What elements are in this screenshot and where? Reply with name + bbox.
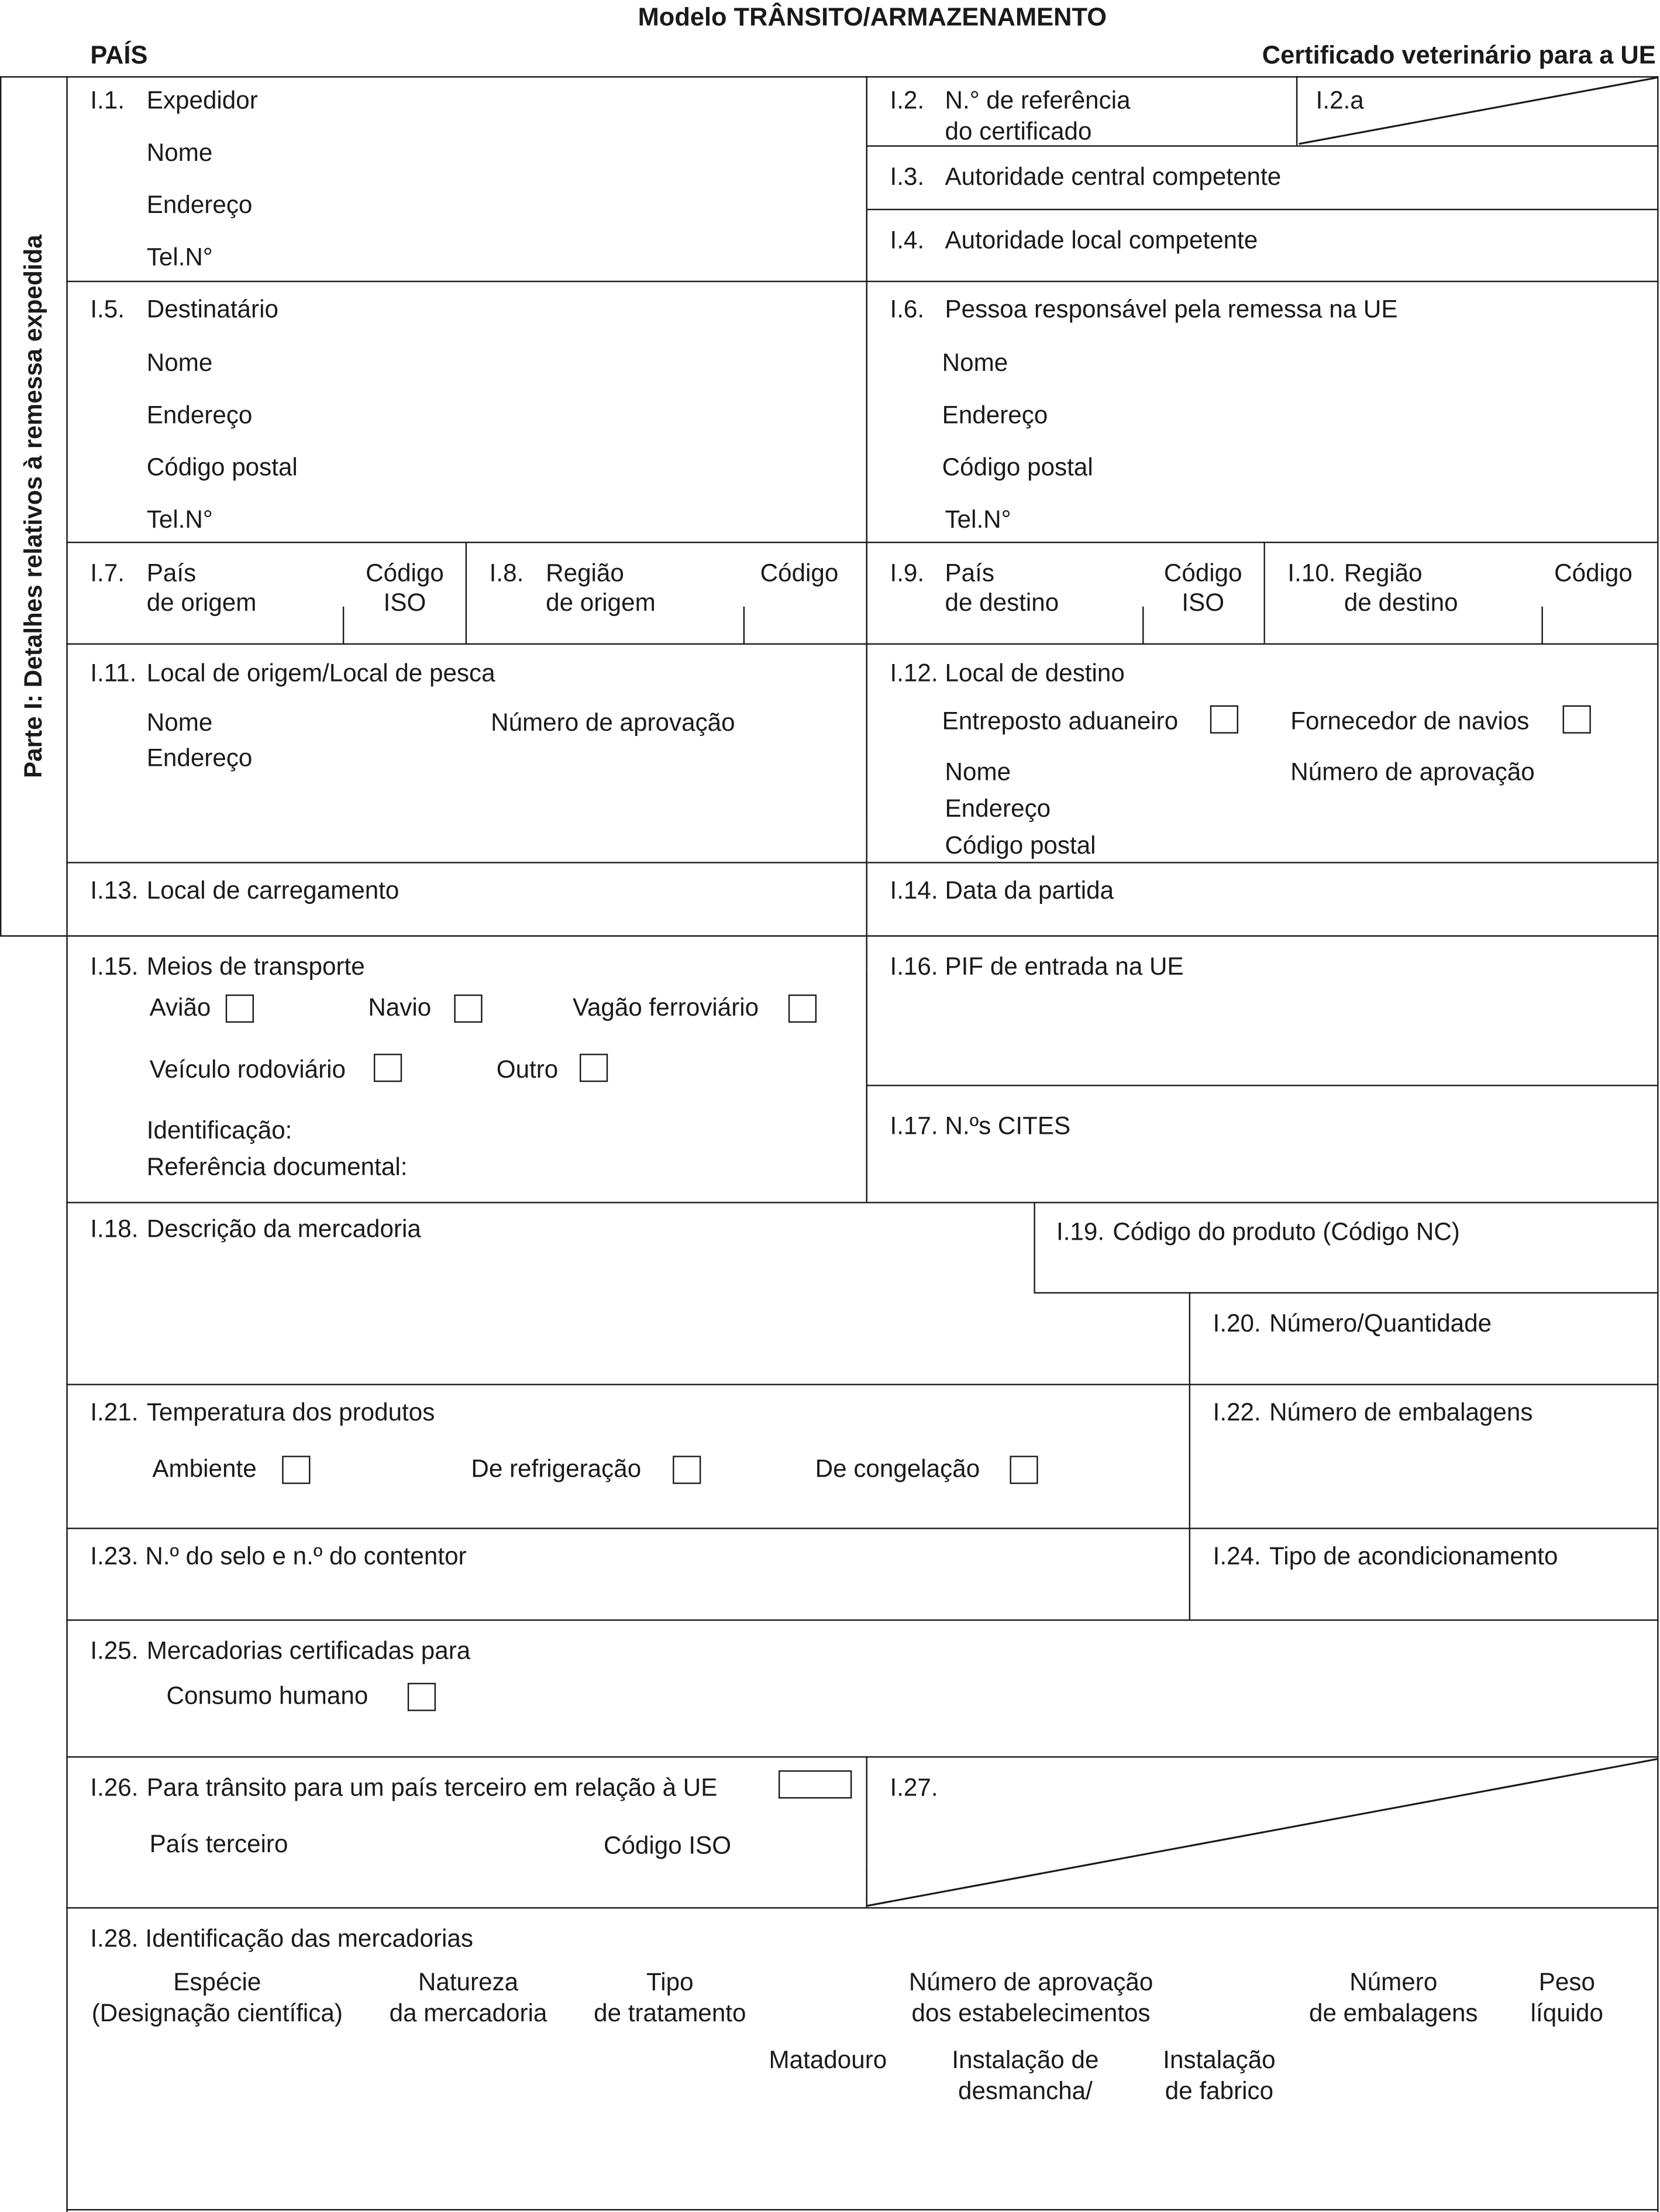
i22-label: Número de embalagens bbox=[1269, 1398, 1533, 1426]
i25-consumo-label: Consumo humano bbox=[166, 1681, 368, 1710]
i28-numero-2: de embalagens bbox=[1308, 1998, 1478, 2027]
i21-label: Temperatura dos produtos bbox=[146, 1398, 435, 1426]
i23-label: N.º do selo e n.º do contentor bbox=[145, 1542, 467, 1570]
i20-number: I.20. bbox=[1213, 1309, 1261, 1337]
i9-label-1: País bbox=[945, 558, 994, 587]
i6-nome: Nome bbox=[942, 348, 1008, 377]
i1-label: Expedidor bbox=[146, 86, 258, 115]
i19-label: Código do produto (Código NC) bbox=[1113, 1217, 1460, 1246]
i10-number: I.10. bbox=[1287, 558, 1336, 587]
i7-label-2: de origem bbox=[146, 588, 257, 617]
i10-label-1: Região bbox=[1344, 558, 1423, 587]
i8-label-1: Região bbox=[546, 558, 624, 587]
i21-number: I.21. bbox=[90, 1398, 139, 1426]
i5-endereco: Endereço bbox=[146, 400, 253, 429]
i15-outro-label: Outro bbox=[496, 1055, 559, 1083]
i9-iso: ISO bbox=[1182, 588, 1225, 617]
i28-fabrico-1: Instalação bbox=[1163, 2045, 1276, 2074]
i17-label: N.ºs CITES bbox=[945, 1112, 1071, 1140]
i15-navio-label: Navio bbox=[368, 993, 432, 1021]
i15-vagao-label: Vagão ferroviário bbox=[572, 993, 759, 1021]
i26-number: I.26. bbox=[90, 1773, 139, 1802]
i5-nome: Nome bbox=[146, 348, 213, 377]
i12-entreposto-label: Entreposto aduaneiro bbox=[942, 707, 1179, 735]
i26-label: Para trânsito para um país terceiro em relação à UE bbox=[146, 1773, 718, 1802]
i11-label: Local de origem/Local de pesca bbox=[146, 659, 495, 687]
i21-ambiente-label: Ambiente bbox=[152, 1454, 257, 1483]
i24-number: I.24. bbox=[1213, 1542, 1261, 1570]
i15-aviao-label: Avião bbox=[149, 993, 211, 1021]
i11-numero-aprovacao: Número de aprovação bbox=[491, 708, 735, 737]
i10-label-2: de destino bbox=[1344, 588, 1458, 617]
i15-outro-checkbox[interactable] bbox=[580, 1054, 608, 1082]
i17-number: I.17. bbox=[890, 1112, 938, 1140]
i12-endereco: Endereço bbox=[945, 794, 1051, 823]
i5-label: Destinatário bbox=[146, 294, 278, 324]
i25-consumo-checkbox[interactable] bbox=[408, 1683, 436, 1711]
i23-number: I.23. bbox=[90, 1542, 139, 1570]
i9-label-2: de destino bbox=[945, 588, 1059, 617]
i22-number: I.22. bbox=[1213, 1398, 1261, 1426]
i12-fornecedor-label: Fornecedor de navios bbox=[1290, 707, 1530, 735]
i12-fornecedor-checkbox[interactable] bbox=[1563, 706, 1591, 734]
i28-desmancha-1: Instalação de bbox=[952, 2045, 1099, 2074]
i28-numero-1: Número bbox=[1349, 1967, 1438, 1996]
i15-veiculo-label: Veículo rodoviário bbox=[149, 1055, 346, 1083]
i6-endereco: Endereço bbox=[942, 400, 1048, 429]
part-one-side-label: Parte I: Detalhes relativos à remessa expedida bbox=[18, 234, 47, 778]
i12-numero-aprovacao: Número de aprovação bbox=[1290, 757, 1535, 786]
i28-tipo-2: de tratamento bbox=[594, 1998, 746, 2027]
i4-label: Autoridade local competente bbox=[945, 225, 1258, 254]
i28-especie-2: (Designação científica) bbox=[91, 1998, 343, 2027]
i21-congelacao-checkbox[interactable] bbox=[1010, 1456, 1038, 1484]
i24-label: Tipo de acondicionamento bbox=[1269, 1542, 1558, 1570]
i6-label: Pessoa responsável pela remessa na UE bbox=[945, 294, 1398, 324]
i2-number: I.2. bbox=[890, 86, 925, 115]
i6-codigo-postal: Código postal bbox=[942, 452, 1093, 481]
i15-navio-checkbox[interactable] bbox=[454, 995, 482, 1023]
i5-codigo-postal: Código postal bbox=[146, 452, 298, 481]
i12-number: I.12. bbox=[890, 659, 938, 687]
i1-tel: Tel.N° bbox=[146, 242, 213, 271]
i28-matadouro: Matadouro bbox=[769, 2045, 887, 2074]
i26-checkbox[interactable] bbox=[779, 1770, 852, 1798]
i5-tel: Tel.N° bbox=[146, 505, 213, 534]
i3-number: I.3. bbox=[890, 162, 925, 191]
i11-nome: Nome bbox=[146, 708, 213, 737]
i21-refrigeracao-label: De refrigeração bbox=[471, 1454, 642, 1483]
i25-number: I.25. bbox=[90, 1636, 139, 1665]
i15-label: Meios de transporte bbox=[146, 952, 365, 981]
i15-veiculo-checkbox[interactable] bbox=[374, 1054, 402, 1082]
i12-nome: Nome bbox=[945, 757, 1011, 786]
i20-label: Número/Quantidade bbox=[1269, 1309, 1492, 1337]
i10-codigo: Código bbox=[1554, 558, 1633, 587]
i9-codigo: Código bbox=[1163, 558, 1242, 587]
i18-label: Descrição da mercadoria bbox=[146, 1215, 421, 1243]
i12-entreposto-checkbox[interactable] bbox=[1210, 706, 1238, 734]
i26-pais-terceiro: País terceiro bbox=[149, 1829, 288, 1858]
i6-tel: Tel.N° bbox=[945, 505, 1011, 534]
i15-vagao-checkbox[interactable] bbox=[788, 995, 817, 1023]
i8-label-2: de origem bbox=[546, 588, 656, 617]
i14-number: I.14. bbox=[890, 876, 938, 904]
i9-number: I.9. bbox=[890, 558, 925, 587]
i7-label-1: País bbox=[146, 558, 197, 587]
i7-iso: ISO bbox=[383, 588, 426, 617]
i15-referencia: Referência documental: bbox=[146, 1152, 408, 1181]
i21-refrigeracao-checkbox[interactable] bbox=[673, 1456, 701, 1484]
i26-codigo-iso: Código ISO bbox=[603, 1831, 732, 1859]
i28-peso-1: Peso bbox=[1538, 1967, 1595, 1996]
i28-aprovacao-1: Número de aprovação bbox=[908, 1967, 1153, 1996]
i27-number: I.27. bbox=[890, 1773, 938, 1802]
i5-number: I.5. bbox=[90, 294, 125, 324]
i3-label: Autoridade central competente bbox=[945, 162, 1282, 191]
i28-desmancha-2: desmancha/ bbox=[958, 2076, 1093, 2105]
i8-codigo: Código bbox=[760, 558, 839, 587]
i28-number: I.28. bbox=[90, 1924, 139, 1953]
i28-fabrico-2: de fabrico bbox=[1165, 2076, 1274, 2105]
i7-number: I.7. bbox=[90, 558, 125, 587]
i13-number: I.13. bbox=[90, 876, 139, 904]
i28-natureza-2: da mercadoria bbox=[389, 1998, 547, 2027]
i12-label: Local de destino bbox=[945, 659, 1125, 687]
i28-aprovacao-2: dos estabelecimentos bbox=[911, 1998, 1151, 2027]
i21-congelacao-label: De congelação bbox=[815, 1454, 980, 1483]
i2-label-2: do certificado bbox=[945, 117, 1092, 146]
i18-number: I.18. bbox=[90, 1215, 139, 1243]
i27-strike bbox=[867, 1759, 1657, 1906]
i28-peso-2: líquido bbox=[1530, 1998, 1604, 2027]
i16-number: I.16. bbox=[890, 952, 938, 981]
i12-codigo-postal: Código postal bbox=[945, 831, 1096, 859]
i15-identificacao: Identificação: bbox=[146, 1116, 292, 1144]
country-label: PAÍS bbox=[90, 40, 148, 70]
i16-label: PIF de entrada na UE bbox=[945, 952, 1184, 981]
i8-number: I.8. bbox=[489, 558, 524, 587]
certificate-label: Certificado veterinário para a UE bbox=[1262, 40, 1656, 70]
i28-natureza-1: Natureza bbox=[418, 1967, 519, 1996]
i13-label: Local de carregamento bbox=[146, 876, 399, 904]
i1-nome: Nome bbox=[146, 138, 213, 167]
i4-number: I.4. bbox=[890, 225, 925, 254]
i2-label-1: N.° de referência bbox=[945, 86, 1131, 115]
i25-label: Mercadorias certificadas para bbox=[146, 1636, 471, 1665]
i19-number: I.19. bbox=[1056, 1217, 1105, 1246]
i1-number: I.1. bbox=[90, 86, 125, 115]
i15-number: I.15. bbox=[90, 952, 139, 981]
i21-ambiente-checkbox[interactable] bbox=[282, 1456, 310, 1484]
i1-endereco: Endereço bbox=[146, 190, 253, 219]
i2a-number: I.2.a bbox=[1315, 86, 1364, 115]
i11-endereco: Endereço bbox=[146, 743, 253, 772]
i14-label: Data da partida bbox=[945, 876, 1114, 904]
i6-number: I.6. bbox=[890, 294, 925, 324]
i11-number: I.11. bbox=[90, 659, 137, 687]
i28-label: Identificação das mercadorias bbox=[145, 1924, 473, 1953]
i15-aviao-checkbox[interactable] bbox=[226, 995, 254, 1023]
i28-especie-1: Espécie bbox=[173, 1967, 261, 1996]
i28-tipo-1: Tipo bbox=[646, 1967, 694, 1996]
form-title: Modelo TRÂNSITO/ARMAZENAMENTO bbox=[638, 2, 1107, 32]
i7-codigo: Código bbox=[366, 558, 444, 587]
